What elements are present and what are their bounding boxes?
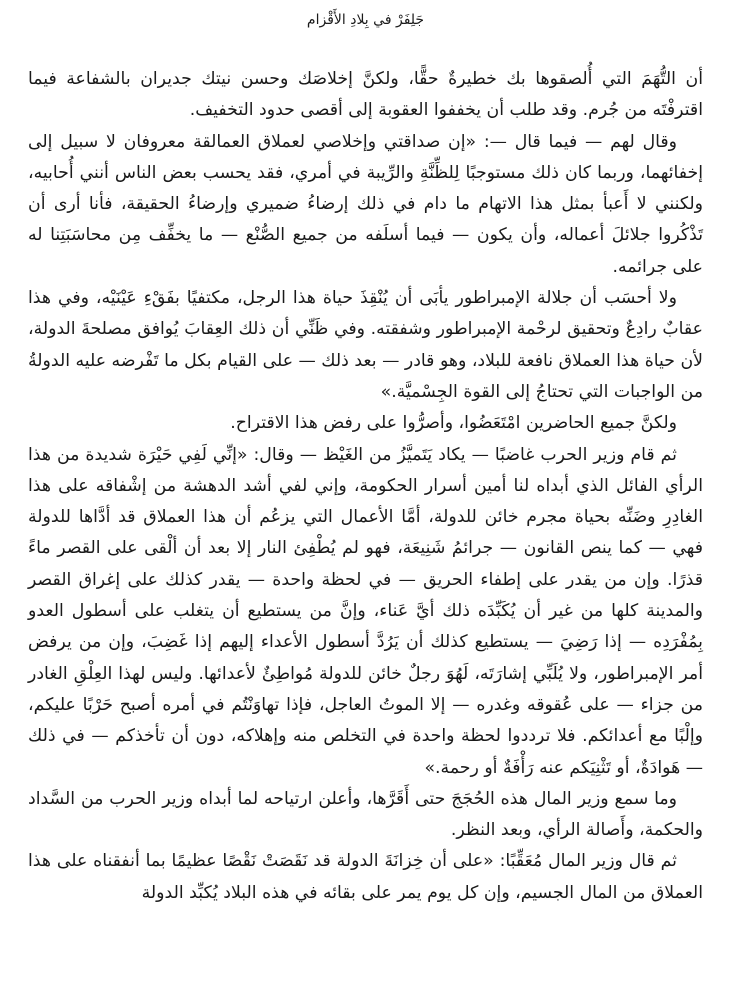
running-header-title: جَلِفَرْ في بِلادِ الأَقْزام — [306, 12, 425, 28]
body-text — [28, 64, 703, 909]
paragraph-war-minister-speech: ثم قام وزير الحرب غاضبًا — يكاد يَتَميَّزُ من الغَيْظ — وقال: «إنِّي لَفِي حَيْرَة شديدة من هذا الرأي الفائل الذي أبداه لنا أمين أسرار الحكومة، وإني لفي أشد الدهشة من إشْفاقه على هذا الغادِرِ وضَنِّه بحياة مجرم خائن للدولة، أمَّا الأعمال التي يزعُم أن هذا العملاق قد أدَّاها للدولة فهي — كما ينص القانون — جرائمُ شَنِيعَة، فهو لم يُطْفِئ النار إلا بعد أن ألْقى على القصر ماءً قذرًا. وإن من يقدر على إطفاء الحريق — في لحظة واحدة — يقدر كذلك على إغراق القصر والمدينة كلها من غير أن يُكَبِّدَه ذلك أيَّ عَناء، وإنَّ من يستطيع أن يتغلب على أسطول العدو بِمُفْرَدِه — إذا رَضِيَ — يستطيع كذلك أن يَرُدَّ أسطول الأعداء إليهم إذا غَضِبَ، وإن من يرفض أمر الإمبراطور، ولا يُلَبِّي إشارَتَه، لَهُوَ رجلٌ خائن للدولة مُواطِئٌ لأعدائها. وليس لهذا العِلْقِ الغادر من جزاء — على عُقوقه وغدره — إلا الموتُ العاجل، فإذا تهاوَنْتُم في أمره أصبح حَرْبًا عليكم، وإلْبًا مع أعدائكم. فلا ترددوا لحظة واحدة في التخلص منه وإهلاكه، دون أن تأخذكم — في ذلك — هَوادَةٌ، أو تَثْنِيَكم عنه رَأْفَةٌ أو رحمة.» — [28, 444, 703, 778]
paragraph-emperor-mercy: ولا أحسَب أن جلالة الإمبراطور يأبَى أن يُنْقِذَ حياة هذا الرجل، مكتفيًا بفَقْءِ عَيْنَيْه، وفي هذا عقابٌ رادِعٌ وتحقيق لرحْمة الإمبراطور وشفقته. وفي ظَنِّي أن ذلك العِقابَ يُوافق مصلحةَ الدولة، لأن حياة هذا العملاق نافعة للبلاد، وهو قادر — بعد ذلك — على القيام بكل ما تَفْرضه عليه الدولةُ من الواجبات التي تحتاجُ إلى القوة الجِسْميَّة.» — [28, 288, 703, 402]
paragraph-attendees-refuse: ولكنَّ جميع الحاضرين امْتَعَضُوا، وأصرُّوا على رفض هذا الاقتراح. — [230, 413, 677, 434]
paragraph-finance-minister-agrees: وما سمع وزير المال هذه الحُجَجَ حتى أَقَرَّها، وأعلن ارتياحه لما أبداه وزير الحرب من السَّداد والحكمة، وأَصالة الرأي، وبعد النظر. — [28, 788, 703, 841]
paragraph-continuation: أن التُّهَمَ التي أُلصقوها بك خطيرةٌ حقًّا، ولكنَّ إخلاصَك وحسن نيتك جديران بالشفاعة فيما اقترفْتَه من جُرم. وقد طلب أن يخففوا العقوبة إلى أقصى حدود التخفيف. — [28, 69, 703, 121]
paragraph-secretary-speech: وقال لهم — فيما قال —: «إن صداقتي وإخلاصي لعملاق العمالقة معروفان لا سبيل إلى إخفائهما، وربما كان ذلك مستوجبًا لِلظِّنَّةِ والرِّيبة في أمري، فقد يحسب بعض الناس أنني أُحابيه، ولكنني لا أَعبأ بمثل هذا الاتهام ما دام في ذلك إرضاءُ ضميري وإرضاءُ الحقيقة، فأنا أرى أن تَذْكُروا جلائلَ أعماله، وأن يكون — فيما أسلَفه من جميع الصُّنْع — ما يخفِّف مِن محاسَبَتِنا له على جرائمه. — [28, 131, 703, 277]
paragraph-finance-minister-speech: ثم قال وزير المال مُعَقِّبًا: «على أن خِزانَةَ الدولة قد نَقَصَتْ نَقْصًا عظيمًا بما أنفقناه على هذا العملاق من المال الجسيم، وإن كل يوم يمر على بقائه في هذه البلاد يُكبِّد الدولة — [28, 851, 703, 903]
